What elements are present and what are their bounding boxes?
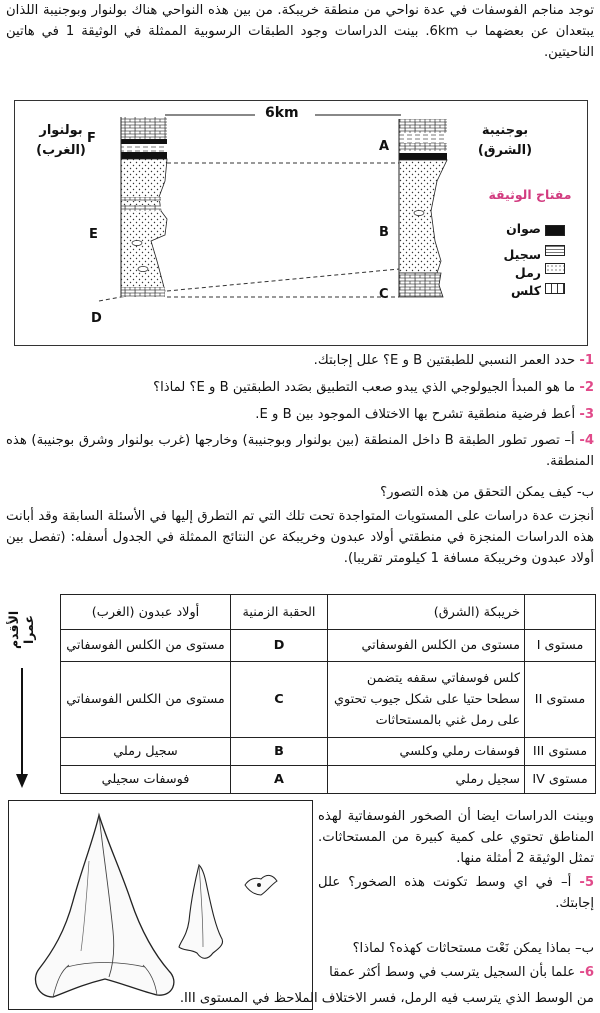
layer-f-label: F — [87, 131, 96, 146]
legend-title: مفتاح الوثيقة — [488, 187, 572, 202]
large-shark-tooth — [35, 815, 173, 997]
west-cell: مستوى من الكلس الفوسفاتي — [61, 662, 231, 738]
west-name: بولنوار — [39, 123, 83, 138]
east-direction: (الشرق) — [477, 143, 533, 158]
question-4b: ب- كيف يمكن التحقق من هذه التصور؟ — [380, 485, 594, 500]
oldest-label: الأقدم عمرا — [6, 610, 36, 650]
stratigraphy-figure — [14, 100, 588, 346]
layer-b-label: B — [379, 225, 389, 240]
fossil-teeth-drawing — [9, 801, 312, 1009]
question-2-text: ما هو المبدأ الجيولوجي الذي يبدو صعب التطبيق بصَدد الطبقتين B و E؟ لماذا؟ — [153, 380, 576, 395]
question-6 — [318, 962, 594, 983]
level-cell: مستوى I — [525, 630, 596, 662]
header-west: أولاد عبدون (الغرب) — [61, 595, 231, 630]
east-cell: فوسفات رملي وكلسي — [328, 738, 525, 766]
question-4 — [6, 430, 594, 472]
question-2-number: 2- — [579, 380, 594, 395]
east-name: بوجنيبة — [481, 123, 529, 138]
small-shark-tooth — [179, 865, 223, 958]
header-level — [525, 595, 596, 630]
level-cell: مستوى IV — [525, 766, 596, 794]
question-5a — [318, 872, 594, 914]
oldest-arrow — [8, 590, 38, 790]
header-east: خريبكة (الشرق) — [328, 595, 525, 630]
west-cell: فوسفات سجيلي — [61, 766, 231, 794]
question-6-tail: من الوسط الذي يترسب فيه الرمل، فسر الاختلاف الملاحظ في المستوى III. — [179, 991, 594, 1006]
question-3-text: أعط فرضية منطقية تشرح بها الاختلاف الموجود بين B و E. — [255, 407, 576, 422]
table-row — [61, 738, 596, 766]
legend-sand-label: رمل — [514, 265, 541, 280]
table-row — [61, 662, 596, 738]
era-cell: D — [231, 630, 328, 662]
legend-flint-swatch — [545, 225, 565, 236]
levels-table — [60, 594, 596, 794]
question-1-text: حدد العمر النسبي للطبقتين B و E؟ علل إجابتك. — [313, 353, 576, 368]
east-column — [399, 119, 447, 297]
question-1-number: 1- — [579, 353, 594, 368]
level-cell: مستوى II — [525, 662, 596, 738]
era-cell: C — [231, 662, 328, 738]
layer-e-label: E — [89, 227, 98, 242]
east-cell: كلس فوسفاتي سقفه يتضمن سطحا حتيا على شكل جيوب تحتوي على رمل غني بالمستحاثات — [328, 662, 525, 738]
distance-label: 6km — [265, 105, 299, 121]
question-5b: ب– بماذا يمكن نَعْت مستحاثات كهذه؟ لماذا؟ — [352, 941, 594, 956]
legend-shale-label: سجيل — [503, 247, 541, 262]
table-row — [61, 630, 596, 662]
west-cell: سجيل رملي — [61, 738, 231, 766]
intro-paragraph: توجد مناجم الفوسفات في عدة نواحي من منطقة خريبكة. من بين هذه النواحي هناك بولنوار وبوجنيبة اللذان يبتعدان عن بعضهما ب 6km. بينت الدراسات وجود الطبقات الرسوبية الممثلة في الوثيقة 1 في هاتين الناحيتين. — [6, 3, 594, 60]
question-2 — [6, 377, 594, 398]
west-column — [121, 117, 167, 297]
fossils-intro: وبينت الدراسات ايضا أن الصخور الفوسفاتية لهذه المناطق تحتوي على كمية كبيرة من المستحاثات. تمثل الوثيقة 2 أمثلة منها. — [318, 809, 594, 866]
layer-d-label: D — [91, 311, 102, 326]
question-3 — [6, 404, 594, 425]
layer-c-label: C — [379, 287, 389, 302]
layer-a-label: A — [379, 139, 390, 154]
header-era: الحقبة الزمنية — [231, 595, 328, 630]
question-3-number: 3- — [579, 407, 594, 422]
level-cell: مستوى III — [525, 738, 596, 766]
east-cell: سجيل رملي — [328, 766, 525, 794]
question-5-number: 5- — [579, 875, 594, 890]
era-cell: A — [231, 766, 328, 794]
west-cell: مستوى من الكلس الفوسفاتي — [61, 630, 231, 662]
question-5a-text: أ– في اي وسط تكونت هذه الصخور؟ علل إجابتك. — [318, 875, 594, 911]
era-cell: B — [231, 738, 328, 766]
legend-shale-swatch — [545, 245, 565, 256]
question-4-number: 4- — [579, 433, 594, 448]
legend-limestone-swatch — [545, 283, 565, 294]
fossils-figure — [8, 800, 313, 1010]
legend-sand-swatch — [545, 263, 565, 274]
table-row — [61, 766, 596, 794]
east-cell: مستوى من الكلس الفوسفاتي — [328, 630, 525, 662]
west-direction: (الغرب) — [36, 143, 86, 158]
question-6-text: علما بأن السجيل يترسب في وسط أكثر عمقا — [329, 965, 576, 980]
question-6-number: 6- — [579, 965, 594, 980]
legend-flint-label: صوان — [506, 221, 541, 236]
studies-paragraph: أنجزت عدة دراسات على المستويات المتواجدة تحت تلك التي تم التطرق إليها في الأسئلة السابقة وقد أبانت هذه الدراسات المنجزة في منطقتي أولاد عبدون وخريبكة عن النتائج الممثلة في الجدول أسفله: (تفصل بين أولاد عبدون وخريبكة مسافة 1 كيلومتر تقريبا). — [6, 509, 594, 566]
legend-limestone-label: كلس — [510, 283, 541, 298]
table-header-row — [61, 595, 596, 630]
question-1 — [6, 350, 594, 371]
tiny-shark-tooth — [245, 875, 277, 895]
question-4-text: أ– تصور تطور الطبقة B داخل المنطقة (بين بولنوار وبوجنيبة) وخارجها (غرب بولنوار وشرق بوجنيبة) هذه المنطقة. — [6, 433, 594, 469]
